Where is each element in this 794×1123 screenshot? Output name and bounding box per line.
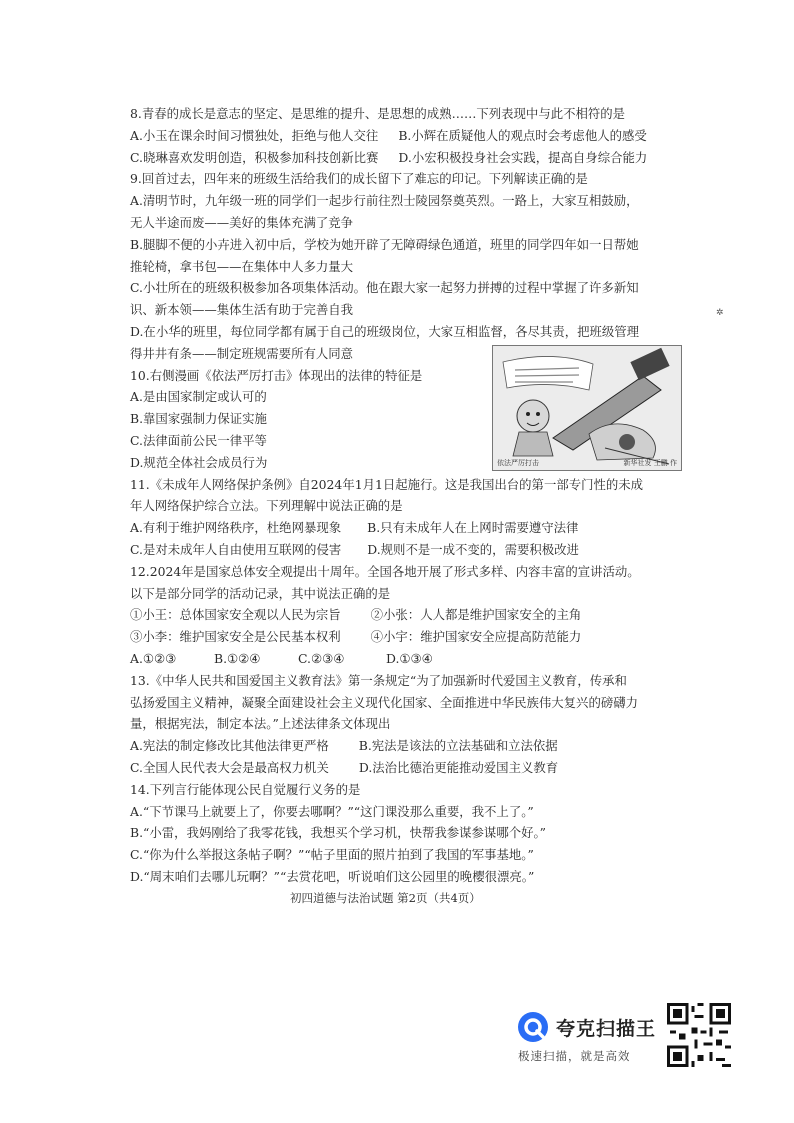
q12-statements-34: [130, 626, 690, 648]
q13-options-cd: [130, 757, 690, 779]
scanner-brand-name: 夸克扫描王: [556, 1018, 657, 1040]
q14-option-b: B.“小雷，我妈刚给了我零花钱，我想买个学习机，快帮我参谋参谋哪个好。”: [130, 825, 547, 841]
q13-options-ab: [130, 735, 690, 757]
q12-option-a: A.①②③: [130, 650, 177, 666]
q10-option-b: B.靠国家强制力保证实施: [130, 411, 267, 427]
q12-options: [130, 648, 690, 670]
question-8-options-cd: [130, 147, 690, 169]
q14-option-d: D.“周末咱们去哪儿玩啊？”“去赏花吧，听说咱们这公园里的晚樱很漂亮。”: [130, 868, 535, 884]
q9-option-b-line1: B.腿脚不便的小卉进入初中后，学校为她开辟了无障碍绿色通道，班里的同学四年如一日帮她: [130, 236, 639, 252]
question-13-stem-line3: 量，根据宪法，制定本法。”上述法律条文体现出: [130, 716, 391, 732]
q9-option-b-line2: 推轮椅，拿书包——在集体中人多力量大: [130, 258, 354, 274]
question-14-stem: 14.下列言行能体现公民自觉履行义务的是: [130, 781, 361, 797]
q11-options-cd: [130, 539, 690, 561]
q8-option-d: D.小宏积极投身社会实践，提高自身综合能力: [398, 149, 648, 165]
q11-options-ab: [130, 517, 690, 539]
q12-option-b: B.①②④: [214, 650, 261, 666]
q12-option-d: D.①③④: [386, 650, 433, 666]
q11-option-a: A.有利于维护网络秩序，杜绝网暴现象: [130, 520, 342, 536]
q11-option-c: C.是对未成年人自由使用互联网的侵害: [130, 541, 342, 557]
q8-option-c: C.晓琳喜欢发明创造，积极参加科技创新比赛: [130, 149, 379, 165]
q8-option-b: B.小辉在质疑他人的观点时会考虑他人的感受: [398, 127, 647, 143]
q14-option-a: A.“下节课马上就要上了，你要去哪啊？”“这门课没那么重要，我不上了。”: [130, 803, 534, 819]
q10-option-c: C.法律面前公民一律平等: [130, 432, 267, 448]
q13-option-a: A.宪法的制定修改比其他法律更严格: [130, 738, 329, 754]
q9-option-c-line1: C.小壮所在的班级积极参加各项集体活动。他在跟大家一起努力拼搏的过程中掌握了许多新知: [130, 280, 639, 296]
cartoon-drawing: [493, 346, 681, 470]
q14-option-c: C.“你为什么举报这条帖子啊？”“帖子里面的照片拍到了我国的军事基地。”: [130, 847, 534, 863]
scan-speck: ✲: [716, 308, 724, 318]
cartoon-caption-right: 新华社发 王鹏 作: [623, 459, 677, 467]
q10-option-d: D.规范全体社会成员行为: [130, 454, 268, 470]
q12-option-c: C.②③④: [298, 650, 345, 666]
question-8-stem: 8.青春的成长是意志的坚定、是思维的提升、是思想的成熟……下列表现中与此不相符的是: [130, 106, 626, 121]
q9-option-a-line1: A.清明节时，九年级一班的同学们一起步行前往烈士陵园祭奠英烈。一路上，大家互相鼓励，: [130, 193, 639, 209]
q12-statement-4: ④小宇：维护国家安全应提高防范能力: [370, 629, 582, 645]
question-12-stem-line1: 12.2024年是国家总体安全观提出十周年。全国各地开展了形式多样、内容丰富的宣讲活动。: [130, 563, 640, 579]
scanner-brand-slogan: 极速扫描，就是高效: [518, 1049, 631, 1063]
question-8-options-ab: [130, 125, 690, 147]
exam-page: [130, 103, 690, 909]
q9-option-d-line2: 得井井有条——制定班规需要所有人同意: [130, 345, 354, 361]
q9-option-c-line2: 识、新本领——集体生活有助于完善自我: [130, 302, 354, 318]
question-11-stem-line2: 年人网络保护综合立法。下列理解中说法正确的是: [130, 498, 403, 514]
q12-statement-2: ②小张：人人都是维护国家安全的主角: [370, 607, 582, 623]
question-12-stem-line2: 以下是部分同学的活动记录，其中说法正确的是: [130, 585, 391, 601]
cartoon-illustration: [492, 345, 682, 471]
q11-option-b: B.只有未成年人在上网时需要遵守法律: [367, 520, 579, 536]
q9-option-d-line1: D.在小华的班里，每位同学都有属于自己的班级岗位，大家互相监督，各尽其责，把班级管理: [130, 323, 640, 339]
q10-option-a: A.是由国家制定或认可的: [130, 389, 267, 405]
q12-statements-12: [130, 604, 690, 626]
qr-code-icon: [667, 1003, 731, 1067]
question-13-stem-line2: 弘扬爱国主义精神，凝聚全面建设社会主义现代化国家、全面推进中华民族伟大复兴的磅礴力: [130, 694, 639, 710]
question-13-stem-line1: 13.《中华人民共和国爱国主义教育法》第一条规定“为了加强新时代爱国主义教育，传承和: [130, 672, 627, 688]
q9-option-a-line2: 无人半途而废——美好的集体充满了竞争: [130, 214, 354, 230]
q12-statement-1: ①小王：总体国家安全观以人民为宗旨: [130, 607, 341, 623]
q12-statement-3: ③小李：维护国家安全是公民基本权利: [130, 629, 341, 645]
question-9-stem: 9.回首过去，四年来的班级生活给我们的成长留下了难忘的印记。下列解读正确的是: [130, 171, 588, 187]
q8-option-a: A.小玉在课余时间习惯独处，拒绝与他人交往: [130, 127, 379, 143]
scanner-brand: [516, 1010, 666, 1070]
page-footer: 初四道德与法治试题 第2页（共4页）: [290, 890, 481, 905]
cartoon-caption-left: 依法严厉打击: [497, 459, 539, 467]
q13-option-b: B.宪法是该法的立法基础和立法依据: [358, 738, 558, 754]
q11-option-d: D.规则不是一成不变的，需要积极改进: [367, 541, 579, 557]
q13-option-c: C.全国人民代表大会是最高权力机关: [130, 759, 329, 775]
question-10-stem: 10.右侧漫画《依法严厉打击》体现出的法律的特征是: [130, 367, 423, 383]
question-11-stem-line1: 11.《未成年人网络保护条例》自2024年1月1日起施行。这是我国出台的第一部专门性的未成: [130, 476, 644, 492]
q13-option-d: D.法治比德治更能推动爱国主义教育: [358, 759, 559, 775]
scanner-logo-icon: [516, 1010, 550, 1044]
